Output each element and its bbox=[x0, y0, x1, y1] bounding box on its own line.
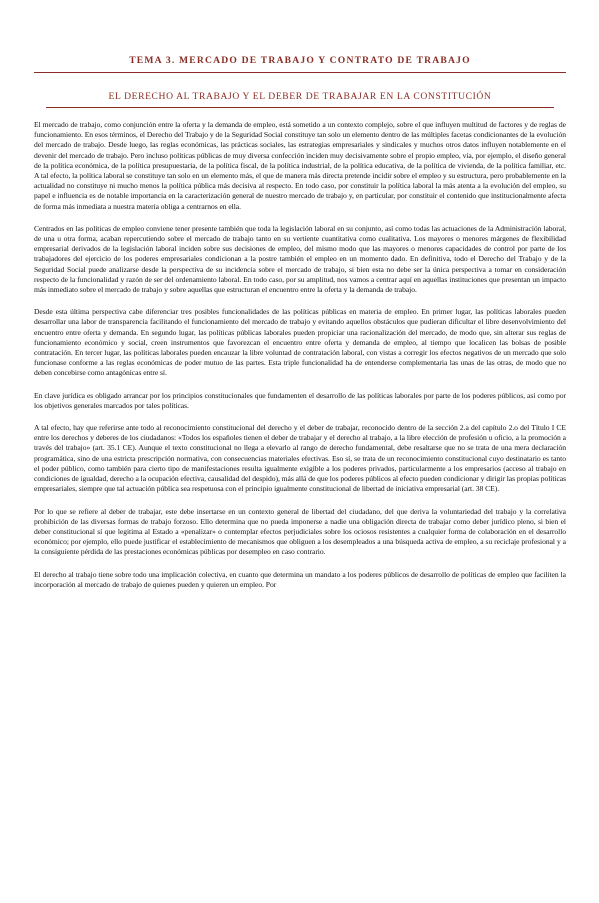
document-page bbox=[0, 55, 599, 903]
paragraph: Desde esta última perspectiva cabe diferenciar tres posibles funcionalidades de las políticas públicas en materia de empleo. En primer lugar, las políticas laborales pueden desarrollar una labor de transparencia facilitando el funcionamiento del mercado de trabajo y evitando aquellos obstáculos que pudieran dificultar el libre desenvolvimiento del encuentro entre oferta y demanda. En segundo lugar, las políticas públicas laborales pueden propiciar una racionalización del mercado, de modo que, sin alterar sus reglas de funcionamiento económico y social, creen instrumentos que favorezcan el encuentro entre oferta y demanda de empleo, al tiempo que localicen las bolsas de posible contratación. En tercer lugar, las políticas laborales pueden encauzar la libre voluntad de contratación laboral, con vistas a corregir los efectos negativos de un mercado que solo funcionase conforme a las reglas económicas de poder mutuo de las partes. Esta triple funcionalidad ha de entenderse complementaria las unas de las otras, de modo que no deben concebirse como antagónicas entre sí. bbox=[34, 307, 566, 378]
section-heading: EL DERECHO AL TRABAJO Y EL DEBER DE TRABAJAR EN LA CONSTITUCIÓN bbox=[108, 91, 492, 102]
paragraph: El mercado de trabajo, como conjunción entre la oferta y la demanda de empleo, está sometido a un contexto complejo, sobre el que influyen multitud de factores y de reglas de funcionamiento. En esos términos, el Derecho del Trabajo y de la Seguridad Social constituye tan solo un elemento dentro de las múltiples facetas condicionantes de la evolución del mercado de trabajo. Desde luego, las reglas económicas, las prácticas sociales, las estrategias empresariales y sindicales y muchos otros datos influyen notablemente en el devenir del mercado de trabajo. Pero incluso políticas públicas de muy diversa confección inciden muy decisivamente sobre el propio empleo, vía, por ejemplo, el diseño general de la política económica, de la política presupuestaria, de la política fiscal, de la política industrial, de la política educativa, de la política de vivienda, de la política familiar, etc. A tal efecto, la política laboral se constituye tan solo en un elemento más, el que de manera más directa pretende incidir sobre el empleo y su estructura, pero probablemente en la actualidad no constituye ni mucho menos la política pública más decisiva al respecto. En todo caso, por constituir la política laboral la más atenta a la evolución del empleo, su papel e influencia es de notable importancia en la caracterización general de nuestro mercado de trabajo y, en particular, por constituir el contenido que institucionalmente afecta de forma más inmediata a nuestra materia obliga a centrarnos en ella. bbox=[34, 120, 566, 211]
document-title: TEMA 3. MERCADO DE TRABAJO Y CONTRATO DE TRABAJO bbox=[129, 55, 471, 66]
title-rule bbox=[34, 72, 566, 73]
paragraph: Por lo que se refiere al deber de trabajar, este debe insertarse en un contexto general de libertad del ciudadano, del que deriva la voluntariedad del trabajo y la correlativa prohibición de las diversas formas de trabajo forzoso. Ello determina que no pueda imponerse a nadie una obligación directa de trabajar como deber jurídico pleno, si bien el deber constitucional sí que legitima al Estado a «penalizar» o contemplar efectos perjudiciales sobre los ociosos resistentes a cualquier forma de colaboración en el desarrollo económico; por ejemplo, ello puede justificar el establecimiento de mecanismos que obliguen a los desempleados a una búsqueda activa de empleo, a su reciclaje profesional y a la consiguiente pérdida de las prestaciones económicas públicas por desempleo en caso contrario. bbox=[34, 506, 566, 557]
paragraph: Centrados en las políticas de empleo conviene tener presente también que toda la legislación laboral en su conjunto, así como todas las actuaciones de la Administración laboral, de una u otra forma, acaban repercutiendo sobre el mercado de trabajo tanto en su vertiente cuantitativa como cualitativa. Los mayores o menores márgenes de flexibilidad empresarial derivados de la legislación laboral inciden sobre sus decisiones de empleo, del mismo modo que las mayores o menores capacidades de control por parte de los trabajadores del ejercicio de los poderes empresariales condicionan a la postre también el empleo en un momento dado. En definitiva, todo el Derecho del Trabajo y de la Seguridad Social puede analizarse desde la perspectiva de su incidencia sobre el mercado de trabajo, si bien esta no debe ser la única perspectiva a tomar en consideración respecto de la funcionalidad y razón de ser del ordenamiento laboral. En todo caso, por su amplitud, nos vamos a centrar aquí en aquellas instituciones que presentan un impacto más inmediato sobre el mercado de trabajo y sobre aquellas que estructuran el encuentro entre la oferta y la demanda de trabajo. bbox=[34, 223, 566, 295]
paragraph: A tal efecto, hay que referirse ante todo al reconocimiento constitucional del derecho y el deber de trabajar, reconocido dentro de la sección 2.a del capítulo 2.o del Título I CE entre los derechos y deberes de los ciudadanos: «Todos los españoles tienen el deber de trabajar y el derecho al trabajo, a la libre elección de profesión u oficio, a la promoción a través del trabajo» (art. 35.1 CE). Aunque el texto constitucional no llega a elevarlo al rango de derecho fundamental, debe resaltarse que no se trata de una mera declaración programática, sino de una estricta prescripción normativa, con consecuencias materiales efectivas. Eso sí, se trata de un reconocimiento constitucional cuyo destinatario es tanto el poder público, como también para cierto tipo de manifestaciones resulta igualmente exigible a los poderes privados, particularmente a los empresarios (acceso al trabajo en condiciones de igualdad, derecho a la ocupación efectiva, causalidad del despido), más allá de que los poderes públicos al efecto pueden condicionar y dirigir las propias políticas empresariales, siempre que tal actuación pública sea respetuosa con el principio igualmente constitucional de libertad de iniciativa empresarial (art. 38 CE). bbox=[34, 423, 566, 494]
paragraph: El derecho al trabajo tiene sobre todo una implicación colectiva, en cuanto que determina un mandato a los poderes públicos de desarrollo de políticas de empleo que faciliten la incorporación al mercado de trabajo de quienes pueden y quieren un empleo. Por bbox=[34, 569, 566, 589]
document-body bbox=[34, 120, 566, 590]
paragraph: En clave jurídica es obligado arrancar por los principios constitucionales que fundamenten el desarrollo de las políticas laborales por parte de los poderes públicos, así como por los objetivos generales marcados por tales políticas. bbox=[34, 390, 566, 410]
section-rule bbox=[46, 107, 554, 108]
